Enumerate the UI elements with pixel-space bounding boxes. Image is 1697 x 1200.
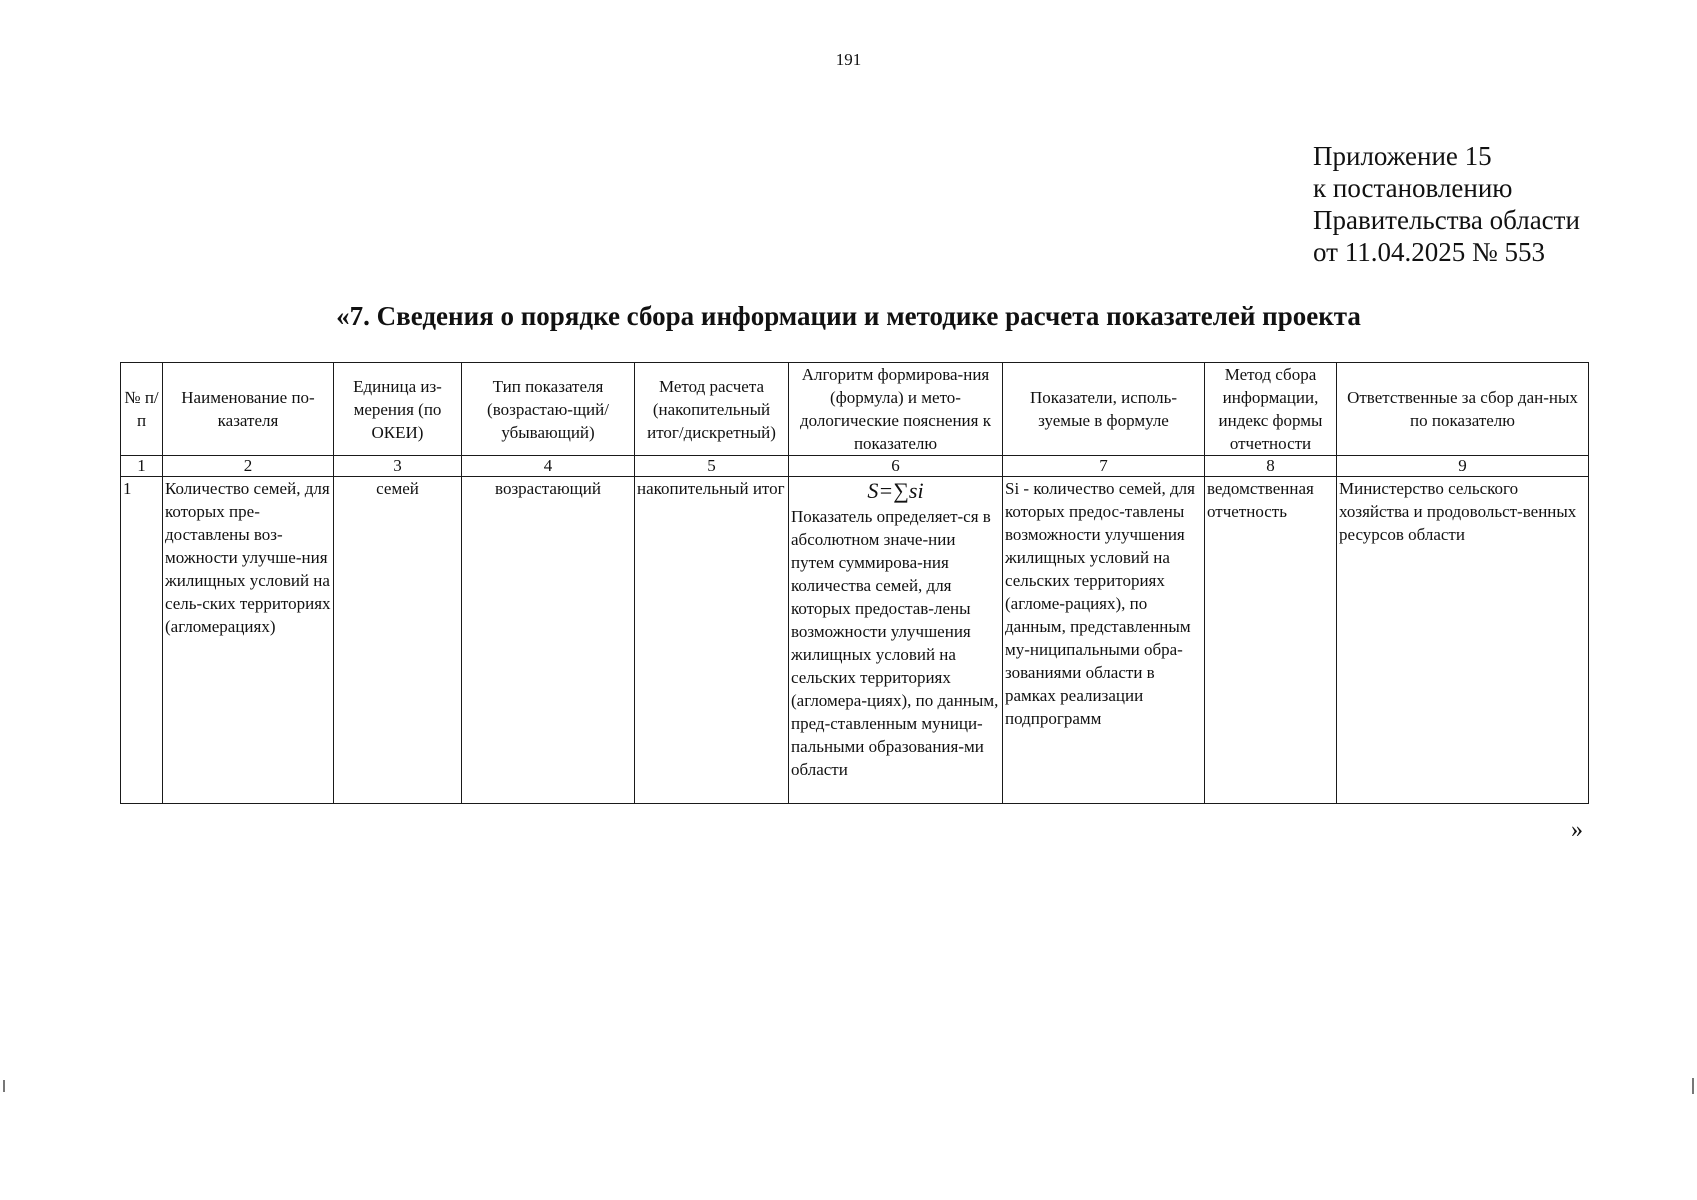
column-number: 1: [121, 456, 163, 477]
column-number-row: [121, 456, 1589, 477]
formula: S=∑si: [867, 478, 924, 503]
column-number: 3: [334, 456, 462, 477]
scan-edge-mark: [3, 1080, 5, 1092]
column-number: 8: [1205, 456, 1337, 477]
cell-num: 1: [121, 477, 163, 804]
cell-type: возрастающий: [462, 477, 635, 804]
column-number: 7: [1003, 456, 1205, 477]
appendix-line-1: Приложение 15: [1313, 141, 1492, 171]
indicators-table: [120, 362, 1589, 804]
cell-unit: семей: [334, 477, 462, 804]
column-number: 5: [635, 456, 789, 477]
header-cell-indicators: Показатели, исполь-зуемые в формуле: [1003, 363, 1205, 456]
appendix-line-2: к постановлению: [1313, 173, 1513, 203]
header-cell-type: Тип показателя (возрастаю-щий/убывающий): [462, 363, 635, 456]
header-cell-unit: Единица из-мерения (по ОКЕИ): [334, 363, 462, 456]
column-number: 9: [1337, 456, 1589, 477]
appendix-line-3: Правительства области: [1313, 205, 1580, 235]
page-number: 191: [835, 50, 862, 69]
header-cell-method: Метод расчета (накопительный итог/дискретный): [635, 363, 789, 456]
appendix-line-4: от 11.04.2025 № 553: [1313, 237, 1545, 267]
column-number: 2: [163, 456, 334, 477]
header-cell-name: Наименование по-казателя: [163, 363, 334, 456]
header-cell-algorithm: Алгоритм формирова-ния (формула) и мето-дологические пояснения к показателю: [789, 363, 1003, 456]
column-number: 4: [462, 456, 635, 477]
header-cell-collection: Метод сбора информации, индекс формы отчетности: [1205, 363, 1337, 456]
document-title: «7. Сведения о порядке сбора информации и методике расчета показателей проекта: [336, 301, 1361, 331]
table-header-row: [121, 363, 1589, 456]
header-cell-num: № п/п: [121, 363, 163, 456]
cell-algorithm: [789, 477, 1003, 804]
header-cell-responsible: Ответственные за сбор дан-ных по показателю: [1337, 363, 1589, 456]
table-row: [121, 477, 1589, 804]
column-number: 6: [789, 456, 1003, 477]
algorithm-text: Показатель определяет-ся в абсолютном значе-нии путем суммирова-ния количества семей, для которых предостав-лены возможности улучшения жилищных условий на сельских территориях (агломера-циях), по данным, пред-ставленным муници-пальными образования-ми области: [791, 507, 999, 779]
closing-quote: »: [1571, 817, 1583, 843]
cell-indicators: Si - количество семей, для которых предос-тавлены возможности улучшения жилищных условий на сельских территориях (агломе-рациях), по данным, представленным му-ниципальными обра-зованиями области в рамках реализации подпрограмм: [1003, 477, 1205, 804]
cell-name: Количество семей, для которых пре-доставлены воз-можности улучше-ния жилищных условий на сель-ских территориях (агломерациях): [163, 477, 334, 804]
cell-method: накопительный итог: [635, 477, 789, 804]
cell-responsible: Министерство сельского хозяйства и продовольст-венных ресурсов области: [1337, 477, 1589, 804]
appendix-block: [1313, 140, 1580, 268]
scan-edge-mark: [1692, 1078, 1694, 1094]
cell-collection: ведомственная отчетность: [1205, 477, 1337, 804]
